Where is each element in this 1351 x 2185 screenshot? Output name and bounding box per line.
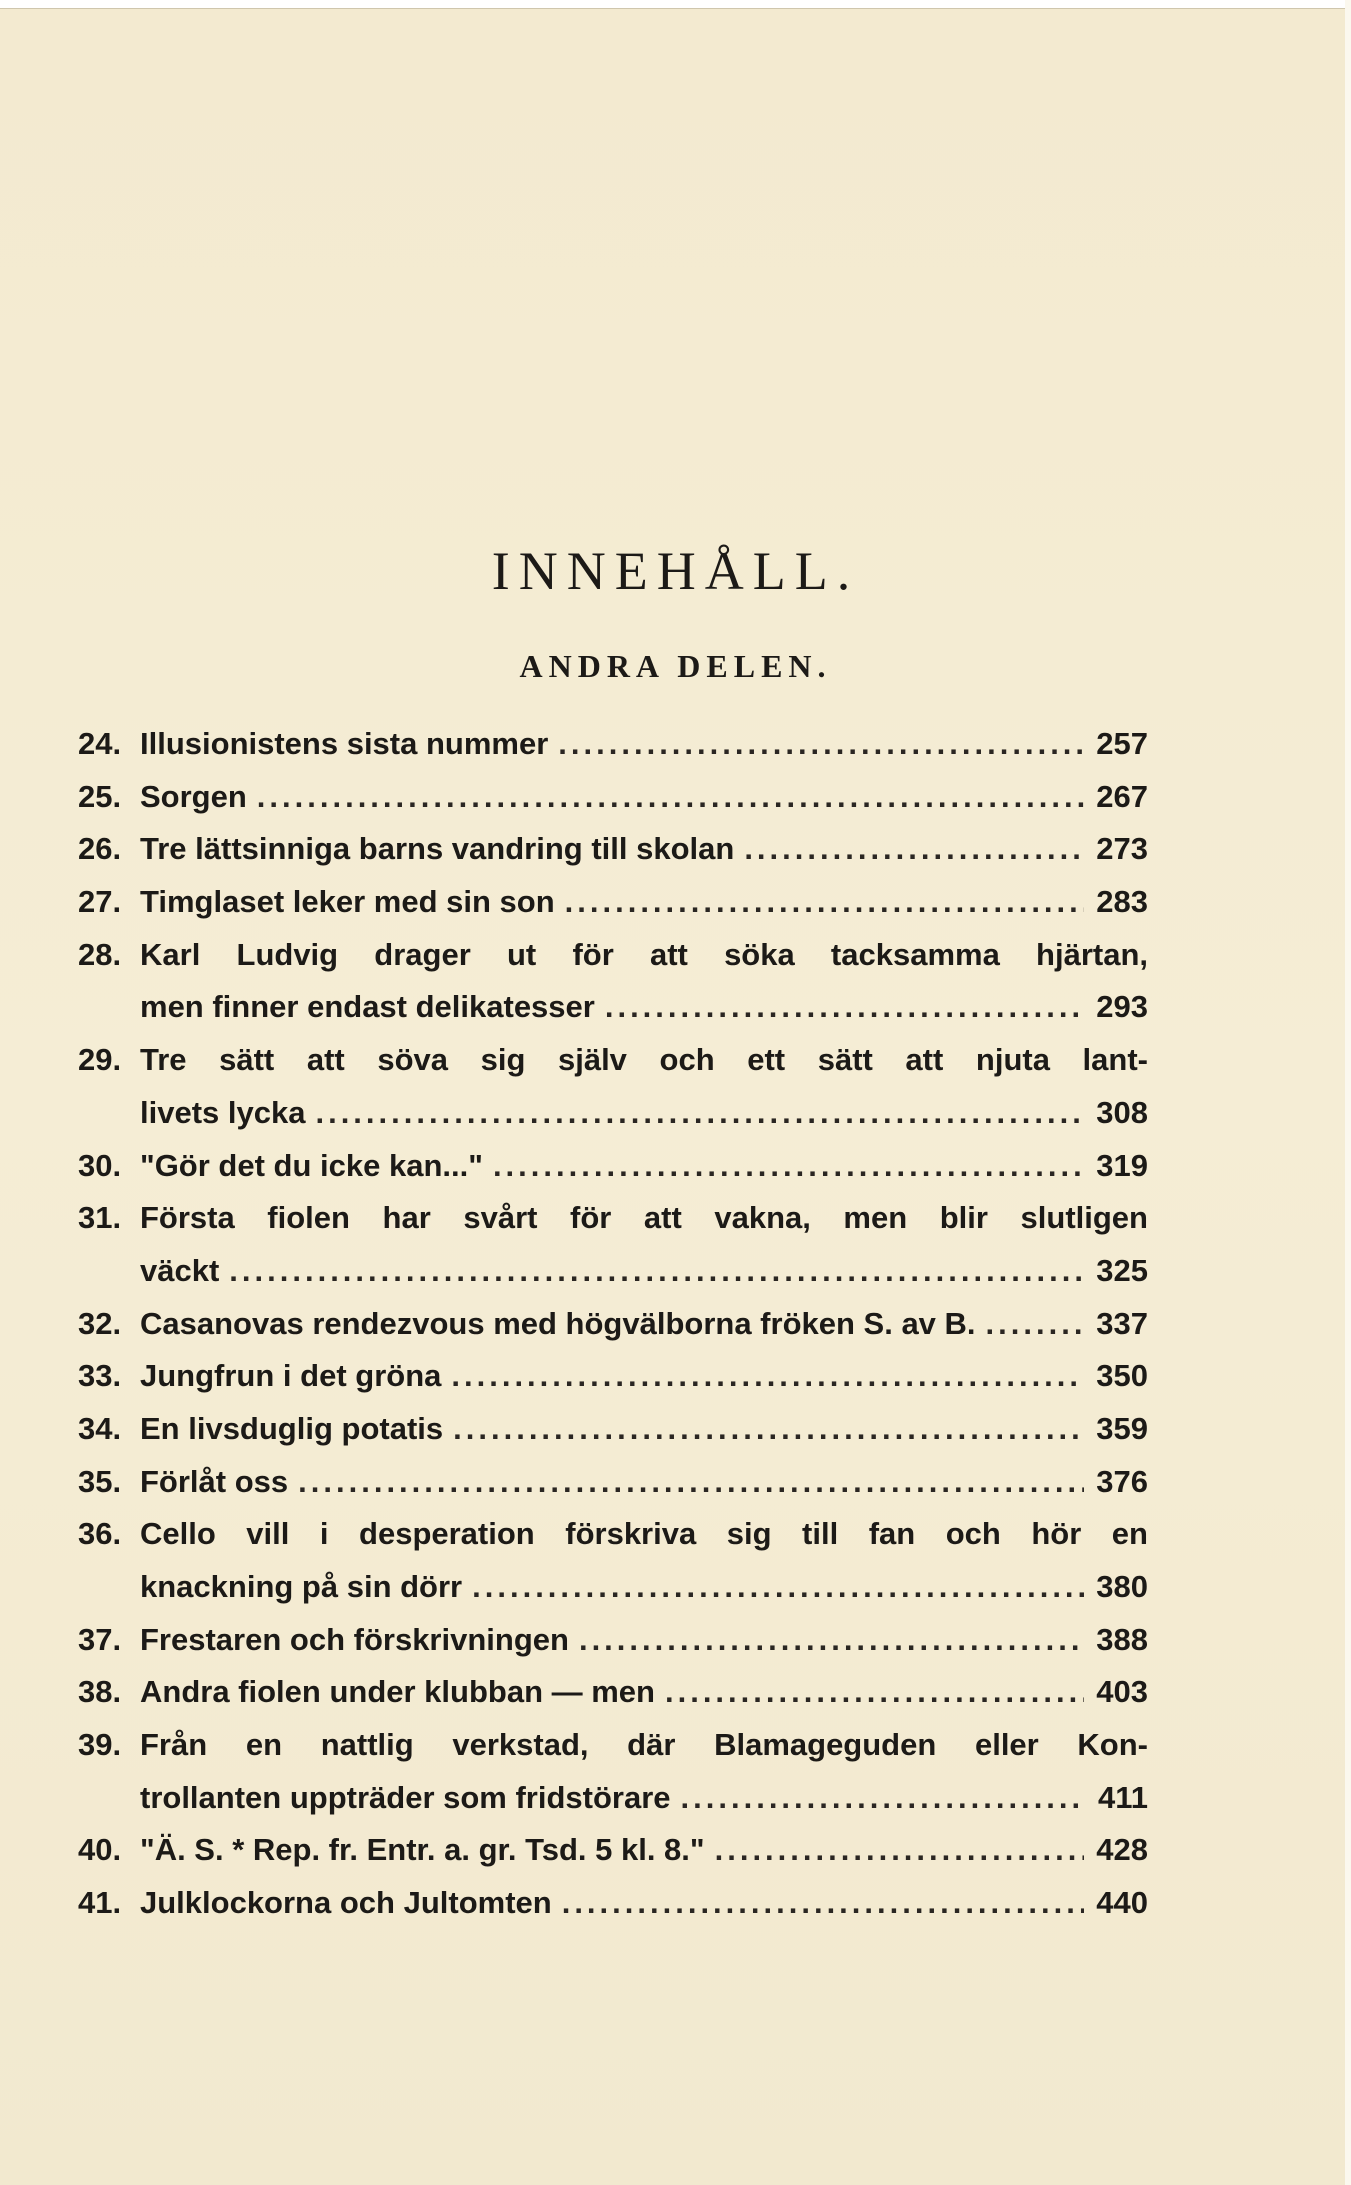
toc-line [78,1034,1148,1087]
toc-line [78,1298,1148,1351]
toc-line [78,1561,1148,1614]
dot-leader [451,1350,1084,1403]
page-number: 388 [1096,1621,1148,1657]
toc-entry [78,823,1148,876]
chapter-number: 25. [78,778,122,814]
chapter-title: Från en nattlig verkstad, där Blamageguden eller Kon- [140,1727,1148,1763]
page-number: 337 [1096,1305,1148,1341]
toc-entry [78,1403,1148,1456]
chapter-title: Andra fiolen under klubban — men [140,1674,655,1710]
toc-line [78,1192,1148,1245]
dot-leader [453,1403,1084,1456]
toc-entry [78,929,1148,1034]
toc-entry [78,1666,1148,1719]
chapter-number: 34. [78,1410,122,1446]
page-number: 283 [1096,884,1148,920]
chapter-title: men finner endast delikatesser [140,989,595,1025]
section-subtitle: ANDRA DELEN. [519,648,832,684]
toc-line [78,1403,1148,1456]
chapter-number: 26. [78,831,122,867]
dot-leader [986,1298,1084,1351]
chapter-number: 40. [78,1832,122,1868]
toc-line [78,1087,1148,1140]
chapter-title: "Ä. S. * Rep. fr. Entr. a. gr. Tsd. 5 kl. 8." [140,1832,705,1868]
chapter-title: väckt [140,1252,220,1288]
toc-entry [78,1350,1148,1403]
chapter-title: Tre sätt att söva sig själv och ett sätt att njuta lant- [140,1042,1148,1078]
page-number: 308 [1096,1094,1148,1130]
dot-leader [665,1666,1084,1719]
chapter-title: Första fiolen har svårt för att vakna, men blir slutligen [140,1200,1148,1236]
chapter-title: Cello vill i desperation förskriva sig till fan och hör en [140,1516,1148,1552]
page-title: INNEHÅLL. [491,541,860,601]
page-number: 319 [1096,1147,1148,1183]
toc-line [78,1350,1148,1403]
toc-line [78,823,1148,876]
toc-entry [78,718,1148,771]
dot-leader [257,771,1084,824]
toc-line [78,1245,1148,1298]
toc-line [78,771,1148,824]
page-number: 267 [1096,778,1148,814]
page-number: 350 [1096,1358,1148,1394]
chapter-title: knackning på sin dörr [140,1569,463,1604]
toc-line [78,1456,1148,1509]
chapter-title: Tre lättsinniga barns vandring till skolan [140,831,735,867]
toc-entry [78,1508,1148,1613]
chapter-title: Frestaren och förskrivningen [140,1621,569,1657]
chapter-title: Jungfrun i det gröna [140,1358,442,1394]
toc-entry [78,1456,1148,1509]
chapter-number: 28. [78,936,122,972]
toc-line [78,1508,1148,1561]
dot-leader [744,823,1084,876]
page-top-edge [0,0,1351,9]
toc-entry [78,1719,1148,1824]
toc-line [78,929,1148,982]
chapter-title: Casanovas rendezvous med högvälborna fröken S. av B. [140,1305,976,1341]
dot-leader [315,1087,1084,1140]
toc-line [78,876,1148,929]
chapter-title: Illusionistens sista nummer [140,726,549,761]
toc-entry [78,1140,1148,1193]
chapter-title: Julklockorna och Jultomten [140,1885,552,1921]
page-number: 257 [1096,726,1148,761]
page-number: 273 [1096,831,1148,867]
toc-line [78,1824,1148,1877]
chapter-title: Sorgen [140,778,247,814]
dot-leader [715,1824,1084,1877]
dot-leader [565,876,1084,929]
dot-leader [579,1614,1084,1667]
chapter-number: 32. [78,1305,122,1341]
chapter-title: Karl Ludvig drager ut för att söka tacksamma hjärtan, [140,936,1148,972]
toc-entry [78,771,1148,824]
toc-entry [78,1298,1148,1351]
toc-line [78,1140,1148,1193]
chapter-number: 39. [78,1727,122,1763]
page-number: 359 [1096,1410,1148,1446]
page-number: 411 [1097,1779,1148,1815]
dot-leader [229,1245,1084,1298]
chapter-number: 35. [78,1463,122,1499]
chapter-number: 31. [78,1200,122,1236]
toc-line [78,718,1148,771]
dot-leader [562,1877,1084,1930]
chapter-number: 30. [78,1147,122,1183]
chapter-number: 29. [78,1042,122,1078]
toc-entry [78,1614,1148,1667]
toc-line [78,1719,1148,1772]
chapter-title: "Gör det du icke kan..." [140,1147,483,1183]
chapter-number: 33. [78,1358,122,1394]
chapter-number: 37. [78,1621,122,1657]
toc-entry [78,1034,1148,1139]
chapter-title: En livsduglig potatis [140,1410,444,1446]
page-number: 380 [1096,1569,1148,1604]
page-number: 440 [1096,1885,1148,1921]
page-number: 293 [1096,989,1148,1025]
toc-line [78,981,1148,1034]
toc-entry [78,1877,1148,1930]
dot-leader [681,1772,1084,1825]
toc-entry [78,1824,1148,1877]
toc-line [78,1614,1148,1667]
page-number: 403 [1096,1674,1148,1710]
toc-line [78,1772,1148,1825]
chapter-number: 38. [78,1674,122,1710]
page-number: 325 [1096,1252,1148,1288]
page-number: 376 [1096,1463,1148,1499]
dot-leader [493,1140,1084,1193]
table-of-contents [78,718,1148,1930]
page-right-edge [1345,0,1351,2185]
chapter-title: livets lycka [140,1094,306,1130]
dot-leader [472,1561,1084,1614]
chapter-title: trollanten uppträder som fridstörare [140,1779,671,1815]
dot-leader [558,718,1084,771]
chapter-number: 27. [78,884,122,920]
chapter-title: Förlåt oss [140,1463,289,1499]
page-number: 428 [1096,1832,1148,1868]
toc-entry [78,1192,1148,1297]
toc-entry [78,876,1148,929]
dot-leader [605,981,1084,1034]
chapter-title: Timglaset leker med sin son [140,884,555,920]
dot-leader [298,1456,1084,1509]
chapter-number: 41. [78,1885,122,1921]
chapter-number: 36. [78,1516,122,1552]
toc-line [78,1877,1148,1930]
toc-line [78,1666,1148,1719]
chapter-number: 24. [78,726,122,761]
